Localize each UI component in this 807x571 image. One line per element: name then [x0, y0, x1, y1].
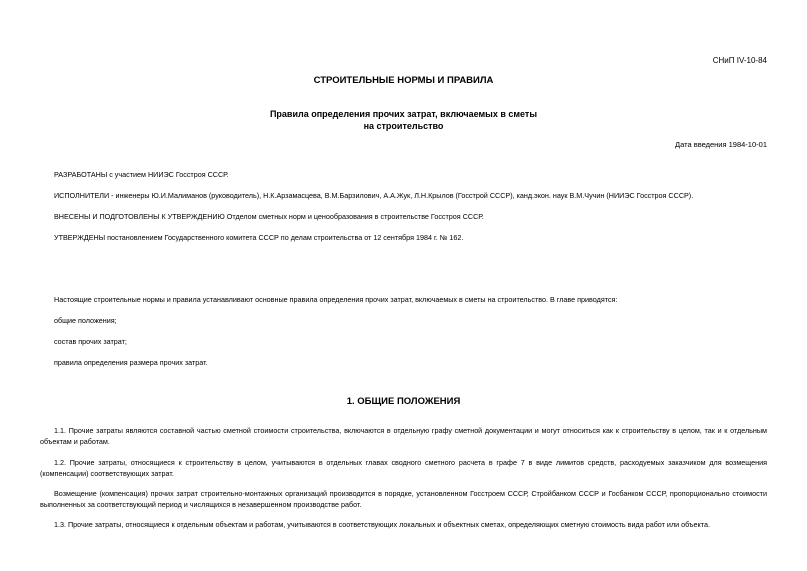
- document-subtitle: [0, 108, 807, 132]
- performers: ИСПОЛНИТЕЛИ - инженеры Ю.И.Малиманов (руководитель), Н.К.Арзамасцева, В.М.Барзилович, А.А.Жук, Л.Н.Крылов (Госстрой СССР), канд.экон. наук В.М.Чучин (НИИЭС Госстроя СССР).: [54, 191, 694, 200]
- developed-by: РАЗРАБОТАНЫ с участием НИИЭС Госстроя СССР.: [54, 170, 229, 179]
- clause-1-1: 1.1. Прочие затраты являются составной частью сметной стоимости строительства, включаются в отдельную графу сметной документации и могут относиться как к строительству в целом, так и к отдельным объектам и работам.: [40, 426, 767, 446]
- intro-item: состав прочих затрат;: [54, 337, 127, 346]
- subtitle-line-2: на строительство: [363, 121, 444, 131]
- introduced-by: ВНЕСЕНЫ И ПОДГОТОВЛЕНЫ К УТВЕРЖДЕНИЮ Отделом сметных норм и ценообразования в строительстве Госстроя СССР.: [54, 212, 484, 221]
- approved-by: УТВЕРЖДЕНЫ постановлением Государственного комитета СССР по делам строительства от 12 сентября 1984 г. № 162.: [54, 233, 464, 242]
- intro-item: общие положения;: [54, 316, 117, 325]
- effective-date: Дата введения 1984-10-01: [675, 140, 767, 149]
- clause-1-3: 1.3. Прочие затраты, относящиеся к отдельным объектам и работам, учитываются в соответствующих локальных и объектных сметах, определяющих сметную стоимость вида работ или объекта.: [54, 520, 710, 529]
- clause-1-2-reimbursement: Возмещение (компенсация) прочих затрат строительно-монтажных организаций производится в порядке, установленном Госстроем СССР, Стройбанком СССР и Госбанком СССР, пропорционально стоимости выполненных за соответствующий период и числящихся в незавершенном производстве работ.: [40, 489, 767, 509]
- document-code: СНиП IV-10-84: [712, 56, 767, 65]
- intro-item: правила определения размера прочих затрат.: [54, 358, 208, 367]
- clause-1-2: 1.2. Прочие затраты, относящиеся к строительству в целом, учитываются в отдельных главах сводного сметного расчета в графе 7 в виде лимитов средств, расходуемых заказчиком для возмещения (компенсации) соответствующих затрат.: [40, 458, 767, 478]
- subtitle-line-1: Правила определения прочих затрат, включаемых в сметы: [269, 109, 538, 119]
- intro-text: Настоящие строительные нормы и правила устанавливают основные правила определения прочих затрат, включаемых в сметы на строительство. В главе приводятся:: [54, 295, 618, 304]
- section-heading: 1. ОБЩИЕ ПОЛОЖЕНИЯ: [346, 396, 461, 407]
- document-title: СТРОИТЕЛЬНЫЕ НОРМЫ И ПРАВИЛА: [313, 75, 494, 86]
